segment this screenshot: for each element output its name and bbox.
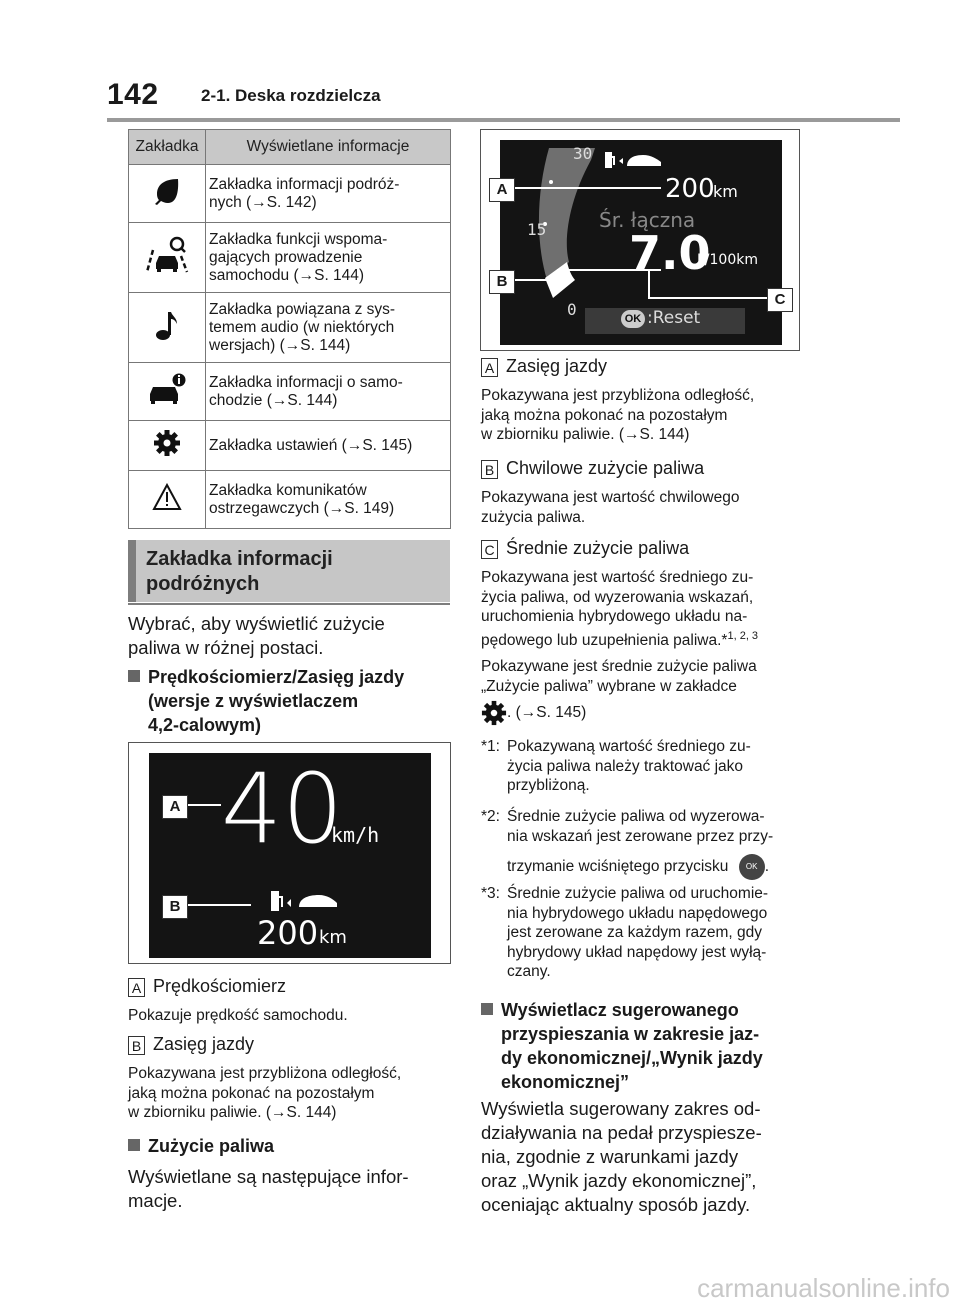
table-header-row <box>129 130 451 165</box>
bullet-square-icon <box>481 1003 493 1015</box>
avg-fuel-value: 7.0 <box>629 226 711 280</box>
avg-fuel-label: Śr. łączna <box>599 208 696 232</box>
table-cell-icon <box>129 165 206 223</box>
driving-assist-icon <box>145 236 189 274</box>
label-b: B <box>481 460 498 479</box>
subheading-fuel: Zużycie paliwa <box>128 1134 274 1158</box>
range-value: 200 <box>257 914 319 952</box>
item-a-desc: Pokazywana jest przybliżona odległość, jaką można pokonać na pozostałym w zbiorniku paliwie. (→S. 144) <box>481 387 755 443</box>
speed-unit: km/h <box>331 823 380 847</box>
leaf-icon <box>152 176 182 206</box>
item-c-desc-2: Pokazywane jest średnie zużycie paliwa „Zużycie paliwa” wybrane w zakładce . (→S. 145) <box>481 657 757 726</box>
item-a-title: A Prędkościomierz <box>128 975 286 997</box>
header-rule <box>107 118 900 122</box>
chapter-title: 2-1. Deska rozdzielcza <box>201 86 381 105</box>
label-b: B <box>128 1036 145 1055</box>
section-heading: Zakładka informacji podróżnych <box>128 540 450 602</box>
warning-icon <box>152 483 182 511</box>
gear-icon <box>481 700 507 726</box>
table-row <box>129 293 451 363</box>
table-row <box>129 363 451 421</box>
table-cell-icon <box>129 223 206 293</box>
subheading-speedometer: Prędkościomierz/Zasięg jazdy (wersje z wyświetlaczem 4,2-calowym) <box>128 665 404 737</box>
table-row <box>129 223 451 293</box>
tabs-table <box>128 129 451 529</box>
ok-button-icon: OK <box>739 854 765 880</box>
table-row <box>129 471 451 529</box>
scale-15: 15 <box>527 220 547 239</box>
table-row <box>129 165 451 223</box>
label-c: C <box>481 540 498 559</box>
item-b-desc: Pokazywana jest przybliżona odległość, jaką można pokonać na pozostałym w zbiorniku paliwie. (→S. 144) <box>128 1065 402 1121</box>
ok-symbol: OK <box>621 310 645 328</box>
speed-value: 40 <box>221 753 344 865</box>
range-unit: km <box>713 182 738 201</box>
table-cell-text: Zakładka komunikatów ostrzegawczych (→S. 149) <box>206 471 451 529</box>
table-cell-text: Zakładka ustawień (→S. 145) <box>206 421 451 471</box>
footnote-2: *2: Średnie zużycie paliwa od wyzerowa- nia wskazań jest zerowane przez przy- trzymanie wciśniętego przycisku OK . <box>481 807 801 880</box>
table-cell-text: Zakładka informacji podróż- nych (→S. 142) <box>206 165 451 223</box>
table-cell-icon <box>129 363 206 421</box>
callout-label-b: B <box>489 270 515 294</box>
table-row <box>129 421 451 471</box>
footnote-1: *1: Pokazywaną wartość średniego zu- życia paliwa należy traktować jako przybliżoną. <box>481 738 751 794</box>
display-illustration-speed <box>128 742 451 964</box>
avg-fuel-unit: L/100km <box>697 252 758 268</box>
table-cell-text: Zakładka informacji o samo- chodzie (→S. 144) <box>206 363 451 421</box>
callout-label-c: C <box>767 288 793 312</box>
item-c-title: C Średnie zużycie paliwa <box>481 537 689 559</box>
range-unit: km <box>319 927 347 948</box>
table-cell-text: Zakładka powiązana z sys- temem audio (w niektórych wersjach) (→S. 144) <box>206 293 451 363</box>
callout-label-a: A <box>489 178 515 202</box>
intro-text: Wybrać, aby wyświetlić zużycie paliwa w różnej postaci. <box>128 613 385 658</box>
table-cell-icon <box>129 471 206 529</box>
eco-text: Wyświetla sugerowany zakres od- działywania na pedał przyspiesze- nia, zgodnie z warunkami jazdy oraz „Wynik jazdy ekonomicznej”, oceniając aktualny sposób jazdy. <box>481 1098 762 1215</box>
subheading-eco: Wyświetlacz sugerowanego przyspieszania w zakresie jaz- dy ekonomicznej/„Wynik jazdy ekonomicznej” <box>481 998 763 1094</box>
table-cell-icon <box>129 421 206 471</box>
column-header-tab: Zakładka <box>129 130 206 165</box>
bullet-square-icon <box>128 670 140 682</box>
table-cell-text: Zakładka funkcji wspoma- gających prowadzenie samochodu (→S. 144) <box>206 223 451 293</box>
item-b-title: B Chwilowe zużycie paliwa <box>481 457 704 479</box>
fuel-text: Wyświetlane są następujące infor- macje. <box>128 1166 409 1211</box>
item-b-title: B Zasięg jazdy <box>128 1033 254 1055</box>
music-note-icon <box>155 309 179 341</box>
item-c-desc: Pokazywana jest wartość średniego zu- życia paliwa, od wyzerowania wskazań, uruchomienia hybrydowego układu na- pędowego lub uzupełnienia paliwa.*$^{1, 2, 3}$ <box>481 569 759 649</box>
range-value: 200 <box>665 174 715 204</box>
item-b-desc: Pokazywana jest wartość chwilowego zużycia paliwa. <box>481 489 740 526</box>
footnote-3: *3: Średnie zużycie paliwa od uruchomie- nia hybrydowego układu napędowego jest zerowane za każdym razem, gdy hybrydowy układ napędowy jest wyłą- czany. <box>481 885 769 980</box>
item-a-title: A Zasięg jazdy <box>481 355 607 377</box>
table-cell-icon <box>129 293 206 363</box>
bullet-square-icon <box>128 1139 140 1151</box>
vehicle-info-icon <box>147 373 187 405</box>
label-a: A <box>481 358 498 377</box>
callout-label-a: A <box>162 795 188 819</box>
column-header-info: Wyświetlane informacje <box>206 130 451 165</box>
reset-text: :Reset <box>647 308 701 328</box>
item-a-desc: Pokazuje prędkość samochodu. <box>128 1007 348 1024</box>
callout-label-b: B <box>162 895 188 919</box>
scale-30: 30 <box>573 144 593 163</box>
display-illustration-fuel <box>480 129 800 351</box>
label-a: A <box>128 978 145 997</box>
gear-icon <box>153 429 181 457</box>
watermark: carmanualsonline.info <box>697 1273 950 1303</box>
scale-0: 0 <box>567 300 577 319</box>
page-number: 142 <box>107 78 159 111</box>
